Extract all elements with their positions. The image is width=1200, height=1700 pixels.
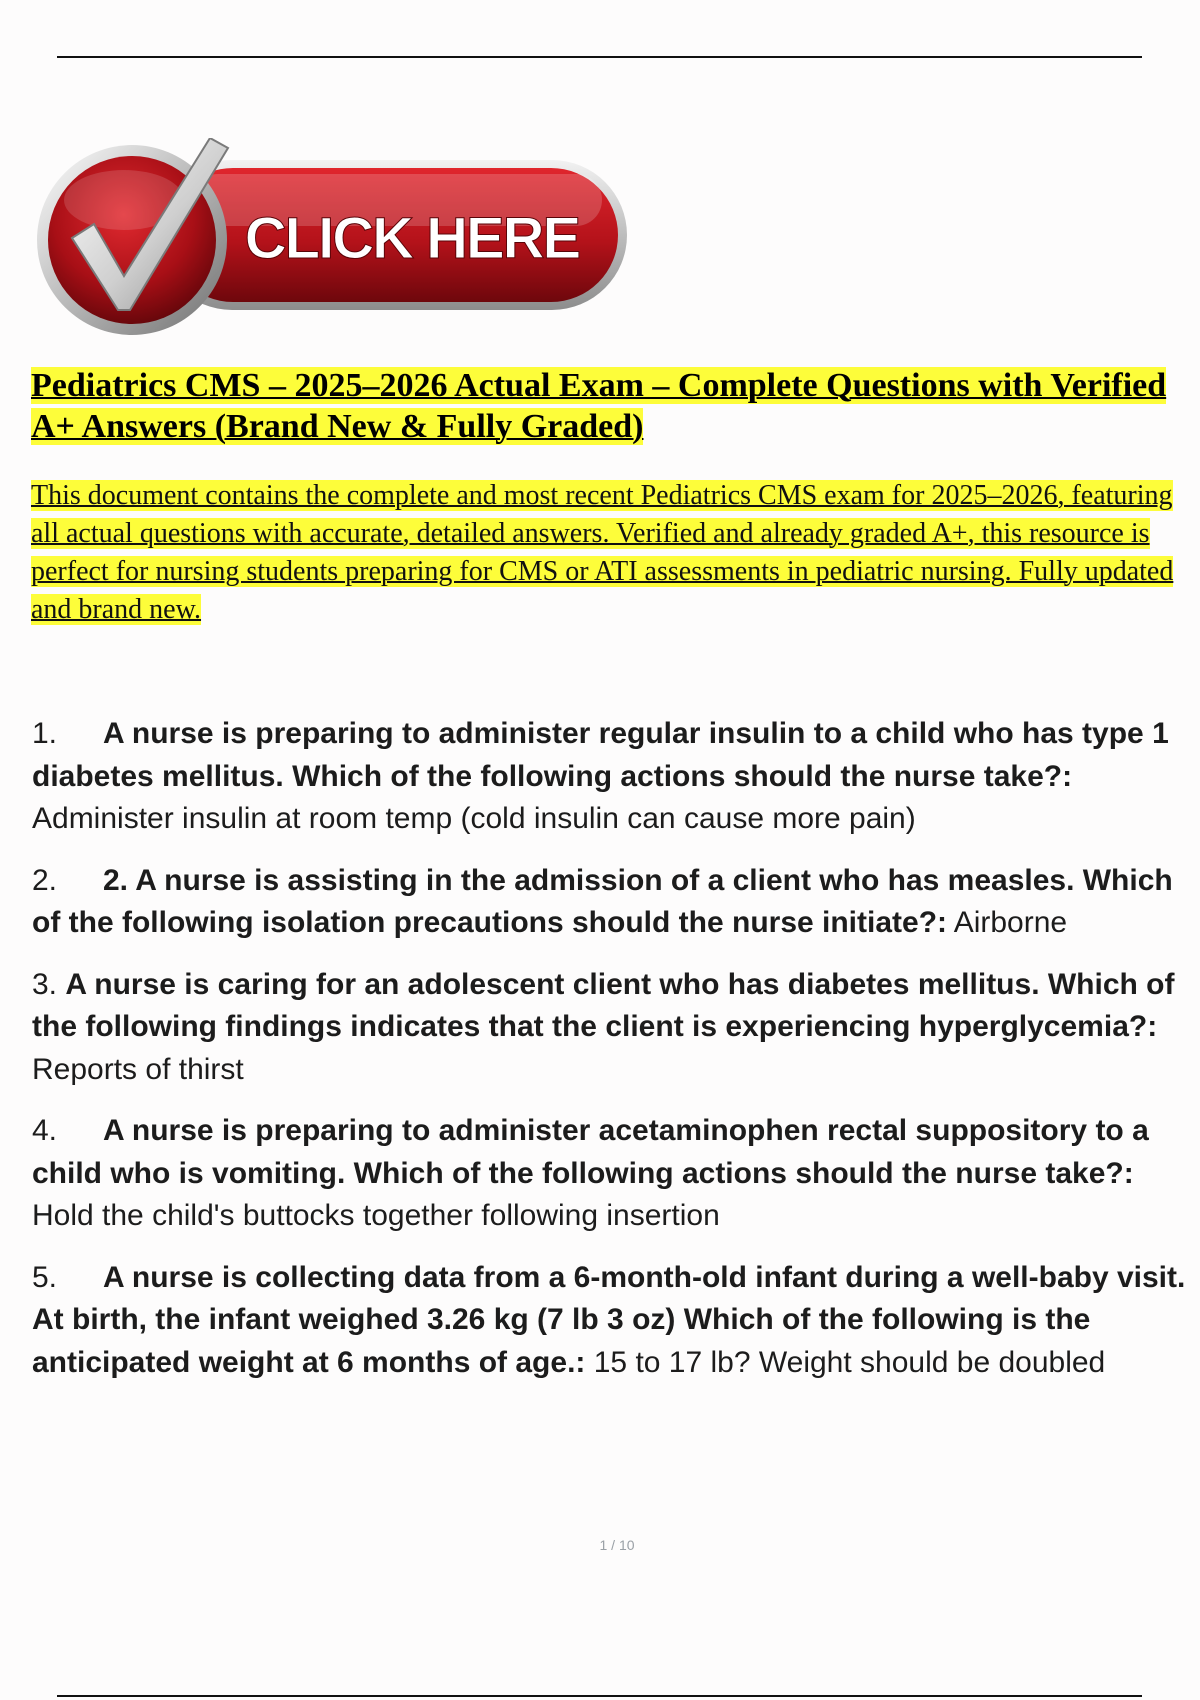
question-number: 4. [32, 1114, 58, 1147]
document-intro[interactable] [31, 477, 1181, 629]
click-here-label: CLICK HERE [244, 206, 580, 271]
question-stem: A nurse is preparing to administer regular insulin to a child who has type 1 diabetes mellitus. Which of the following actions should the nurse take?: [32, 717, 1169, 793]
question-answer: Reports of thirst [32, 1052, 244, 1086]
question-answer: Hold the child's buttocks together following insertion [32, 1199, 720, 1232]
page-indicator: 1 / 10 [599, 1537, 635, 1553]
question-stem: 2. A nurse is assisting in the admission of a client who has measles. Which of the following isolation precautions should the nurse initiate?: [32, 863, 1173, 939]
document-intro-text[interactable]: This document contains the complete and most recent Pediatrics CMS exam for 2025–2026, featuring all actual questions with accurate, detailed answers. Verified and already graded A+, this resource is perfect for nursing students preparing for CMS or ATI assessments in pediatric nursing. Fully updated and brand new. [31, 480, 1174, 625]
question-item [32, 1110, 1192, 1238]
question-number: 1. [32, 717, 58, 750]
question-answer: 15 to 17 lb? Weight should be doubled [593, 1345, 1106, 1379]
question-stem: A nurse is caring for an adolescent client who has diabetes mellitus. Which of the following findings indicates that the client is experiencing hyperglycemia?: [32, 967, 1175, 1043]
question-stem: A nurse is collecting data from a 6-month-old infant during a well-baby visit. At birth, the infant weighed 3.26 kg (7 lb 3 oz) Which of the following is the anticipated weight at 6 months of age.: [32, 1260, 1186, 1379]
top-divider [57, 56, 1142, 58]
document-title[interactable] [31, 365, 1171, 447]
question-number: 2. [32, 863, 58, 897]
question-stem: A nurse is preparing to administer acetaminophen rectal suppository to a child who is vomiting. Which of the following actions should the nurse take?: [32, 1114, 1149, 1190]
question-answer: Airborne [953, 906, 1068, 939]
question-answer: Administer insulin at room temp (cold insulin can cause more pain) [32, 802, 916, 835]
click-here-badge-graphic [32, 138, 642, 338]
question-number: 5. [32, 1260, 58, 1294]
click-here-button[interactable] [32, 138, 642, 338]
question-item [32, 964, 1192, 1092]
question-item [32, 1257, 1192, 1385]
question-item [32, 713, 1192, 841]
question-item [32, 860, 1192, 945]
question-list [32, 713, 1192, 1403]
bottom-divider [57, 1695, 1142, 1697]
question-number: 3. [32, 967, 58, 1001]
document-title-text[interactable]: Pediatrics CMS – 2025–2026 Actual Exam – Complete Questions with Verified A+ Answers (Brand New & Fully Graded) [31, 367, 1167, 445]
